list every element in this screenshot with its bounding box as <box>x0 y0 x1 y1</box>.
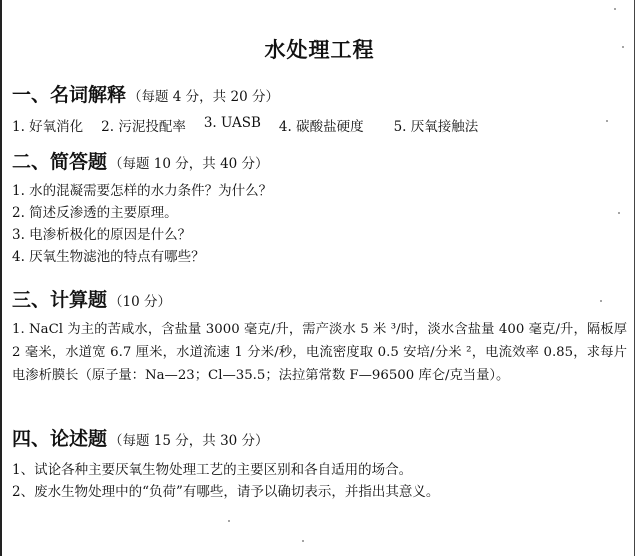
section-calculation <box>12 285 630 387</box>
term-item: 2. 污泥投配率 <box>101 119 186 135</box>
question-item: 4. 厌氧生物滤池的特点有哪些？ <box>12 249 205 265</box>
section-title: 一、名词解释 <box>12 84 127 106</box>
term-item: 4. 碳酸盐硬度 <box>278 119 364 135</box>
section-heading <box>12 285 630 312</box>
section-essay <box>12 424 630 503</box>
term-item: 1. 好氧消化 <box>12 119 84 135</box>
question-item: 1、试论各种主要厌氧生物处理工艺的主要区别和各自适用的场合。 <box>12 462 413 478</box>
section-title: 三、计算题 <box>12 289 108 311</box>
question-item: 3. 电渗析极化的原因是什么？ <box>12 227 192 243</box>
question-list <box>12 180 630 268</box>
section-score-note: （每题 4 分，共 20 分） <box>128 89 279 105</box>
term-list <box>12 115 630 135</box>
question-list <box>12 459 630 503</box>
section-heading <box>12 147 630 174</box>
exam-title: 水处理工程 <box>264 37 375 62</box>
scan-speck <box>614 8 616 10</box>
question-item: 2. 简述反渗透的主要原理。 <box>12 205 178 221</box>
scan-speck <box>228 520 230 522</box>
calculation-question: 1. NaCl 为主的苦咸水，含盐量 3000 毫克/升，需产淡水 5 米 ³/时，淡水含盐量 400 毫克/升，隔板厚 2 毫米，水道宽 6.7 厘米，水道流速 1 分米/秒，电流密度取 0.5 安培/分米 ²，电流效率 0.85，求每片电渗析膜长（原子量：Na—23；Cl—35.5；法拉第常数 F—96500 库仑/克当量）。 <box>12 322 627 383</box>
section-title: 二、简答题 <box>12 151 108 173</box>
section-heading <box>12 424 630 451</box>
term-item: 3. UASB <box>203 115 261 131</box>
term-item: 5. 厌氧接触法 <box>393 119 479 135</box>
section-terms <box>12 80 630 135</box>
section-title: 四、论述题 <box>12 428 108 450</box>
section-score-note: （每题 10 分，共 40 分） <box>109 156 269 172</box>
scan-speck <box>302 540 304 542</box>
section-heading <box>12 80 630 107</box>
question-item: 2、废水生物处理中的“负荷”有哪些，请予以确切表示，并指出其意义。 <box>12 484 440 500</box>
question-item: 1. 水的混凝需要怎样的水力条件？为什么？ <box>12 183 273 199</box>
section-short-answer <box>12 147 630 268</box>
section-score-note: （10 分） <box>109 294 171 310</box>
section-score-note: （每题 15 分，共 30 分） <box>109 433 269 449</box>
